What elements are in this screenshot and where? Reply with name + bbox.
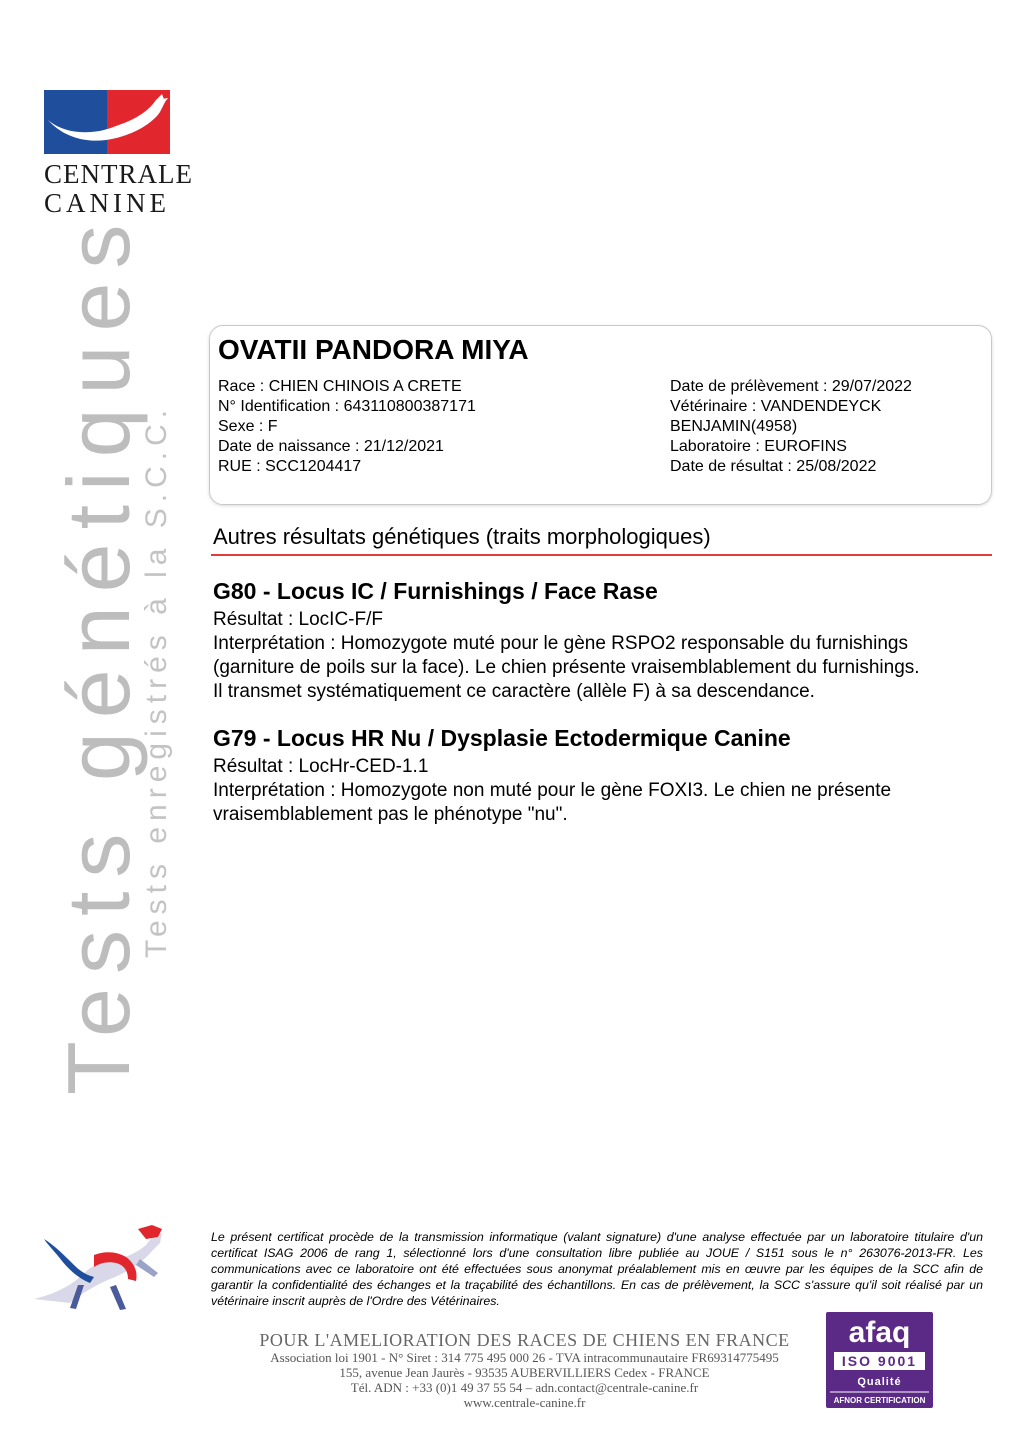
info-rue: RUE : SCC1204417 xyxy=(218,458,362,475)
info-identification: N° Identification : 643110800387171 xyxy=(218,398,476,415)
test-interpretation-line: (garniture de poils sur la face). Le chien présente vraisemblablement du furnishings. xyxy=(213,657,920,678)
info-right-column xyxy=(670,377,970,477)
address-line: 155, avenue Jean Jaurès - 93535 AUBERVILLIERS Cedex - FRANCE xyxy=(339,1365,710,1380)
logo-line-1: CENTRALE xyxy=(44,159,193,189)
info-veterinarian: Vétérinaire : VANDENDEYCK xyxy=(670,398,882,415)
dog-flag-icon xyxy=(44,90,170,154)
info-laboratory: Laboratoire : EUROFINS xyxy=(670,438,847,455)
afaq-brand: afaq xyxy=(848,1316,911,1349)
running-dog-icon xyxy=(30,1215,178,1315)
test-title: G80 - Locus IC / Furnishings / Face Rase xyxy=(213,578,658,604)
test-result-block xyxy=(213,577,993,704)
dog-name: OVATII PANDORA MIYA xyxy=(218,334,529,365)
info-left-column xyxy=(218,377,476,477)
info-breed: Race : CHIEN CHINOIS A CRETE xyxy=(218,378,462,395)
afaq-iso: ISO 9001 xyxy=(841,1353,918,1369)
info-sex: Sexe : F xyxy=(218,418,278,435)
test-result: Résultat : LocHr-CED-1.1 xyxy=(213,756,429,777)
website-line: www.centrale-canine.fr xyxy=(463,1395,586,1410)
side-subtitle: Tests enregistrés à la S.C.C. xyxy=(140,403,173,958)
test-interpretation-line: Interprétation : Homozygote non muté pour le gène FOXI3. Le chien ne présente xyxy=(213,780,892,801)
info-birth-date: Date de naissance : 21/12/2021 xyxy=(218,438,444,455)
test-result: Résultat : LocIC-F/F xyxy=(213,609,383,630)
test-result-block xyxy=(213,724,993,827)
legal-notice: Le présent certificat procède de la transmission informatique (valant signature) d'une analyse effectuée par un laboratoire titulaire d'un certificat ISAG 2006 de rang 1, sélectionné lors d'une consultation libre publiée au JOUE / S151 sous le n° 263076-2013-FR. Les communications avec ce laboratoire ont été effectuées sous anonymat préalablement mis en œuvre par les équipes de la SCC afin de garantir la confidentialité des échanges et la traçabilité des échantillons. En cas de prélèvement, la SCC s'assure qu'il soit réalisé par un vétérinaire inscrit auprès de l'Ordre des Vétérinaires. xyxy=(211,1230,983,1308)
test-interpretation-line: Il transmet systématiquement ce caractère (allèle F) à sa descendance. xyxy=(213,681,815,702)
afaq-cert: AFNOR CERTIFICATION xyxy=(833,1396,926,1405)
dog-info-card xyxy=(209,325,992,505)
test-interpretation-line: vraisemblablement pas le phénotype "nu". xyxy=(213,804,568,825)
address-block xyxy=(232,1330,817,1410)
info-veterinarian-cont: BENJAMIN(4958) xyxy=(670,418,798,435)
test-title: G79 - Locus HR Nu / Dysplasie Ectodermique Canine xyxy=(213,725,791,751)
address-line: Tél. ADN : +33 (0)1 49 37 55 54 – adn.contact@centrale-canine.fr xyxy=(350,1380,699,1395)
info-result-date: Date de résultat : 25/08/2022 xyxy=(670,458,877,475)
address-line: Association loi 1901 - N° Siret : 314 775 495 000 26 - TVA intracommunautaire FR69314775495 xyxy=(270,1350,779,1365)
side-title: Tests génétiques xyxy=(49,210,148,1095)
association-motto: POUR L'AMELIORATION DES RACES DE CHIENS EN FRANCE xyxy=(259,1330,790,1350)
test-interpretation-line: Interprétation : Homozygote muté pour le gène RSPO2 responsable du furnishings xyxy=(213,633,908,654)
logo-line-2: CANINE xyxy=(44,188,170,218)
section-divider xyxy=(211,554,992,556)
afaq-quality: Qualité xyxy=(857,1376,902,1388)
section-title: Autres résultats génétiques (traits morphologiques) xyxy=(213,524,711,549)
afaq-iso-badge xyxy=(826,1312,933,1408)
centrale-canine-logo xyxy=(44,90,193,218)
info-sample-date: Date de prélèvement : 29/07/2022 xyxy=(670,378,912,395)
